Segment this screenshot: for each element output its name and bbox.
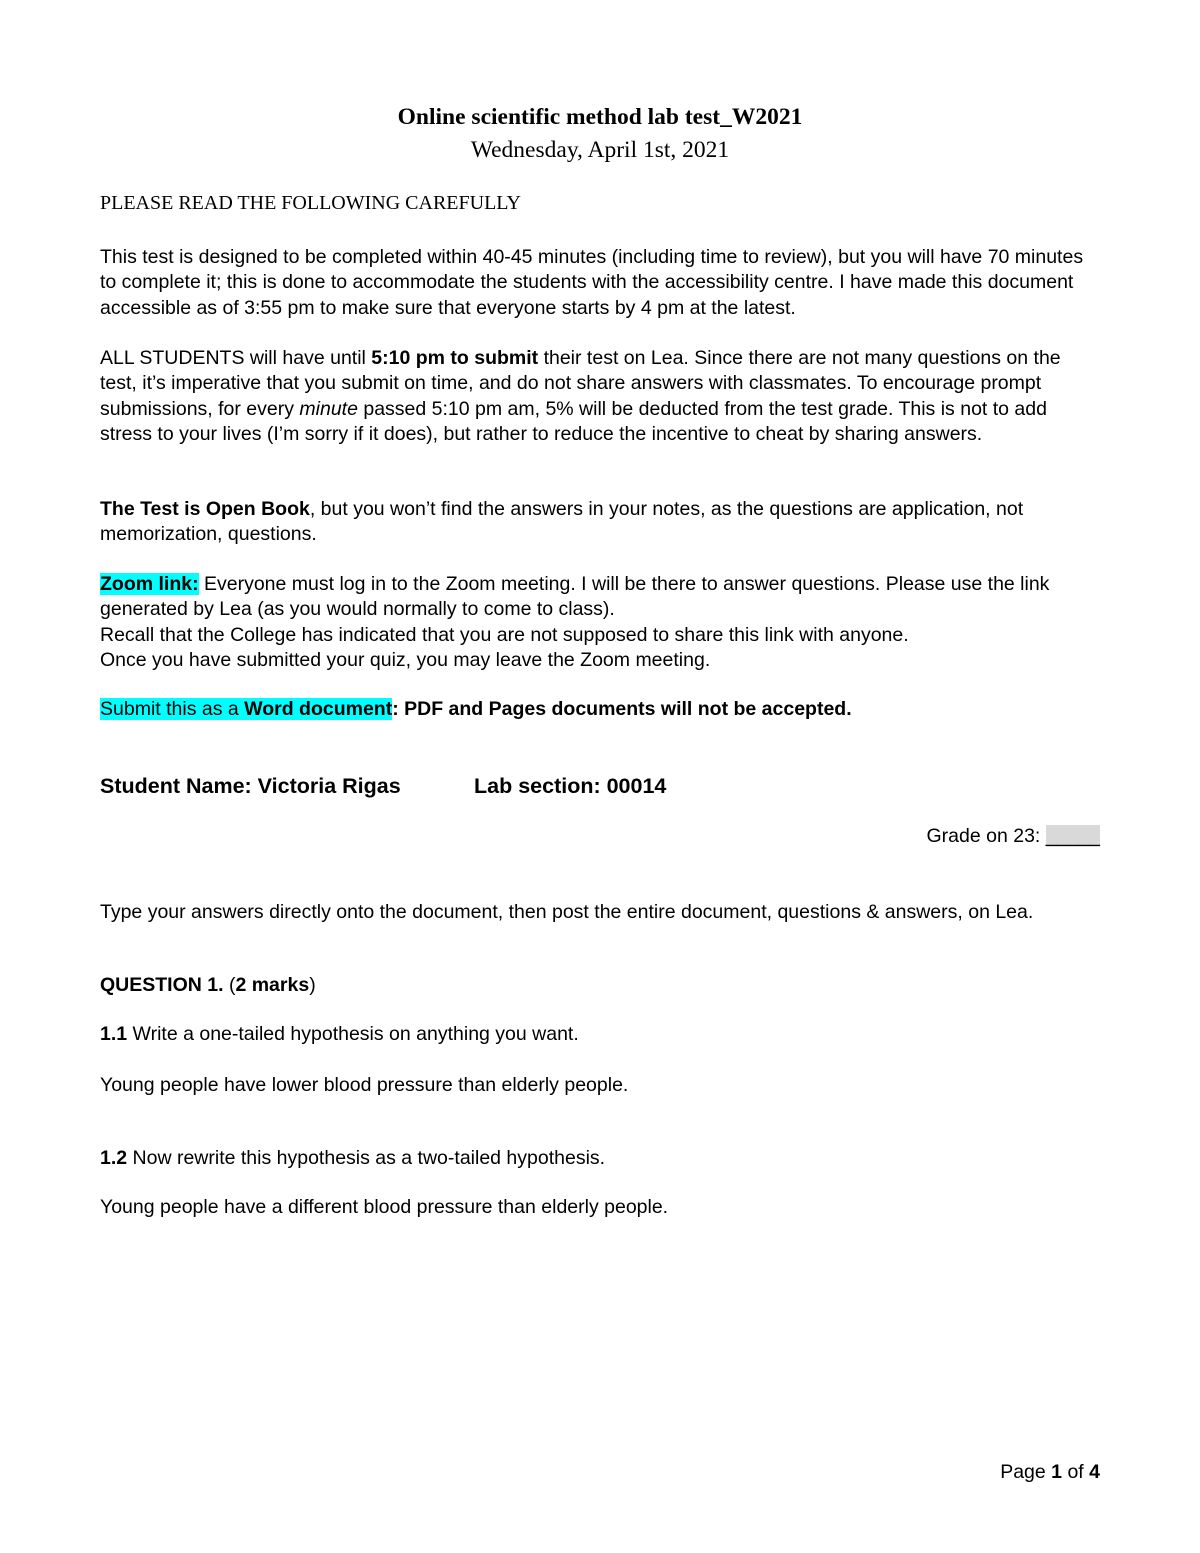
document-title: Online scientific method lab test_W2021 bbox=[397, 104, 803, 130]
zoom-share-note: Recall that the College has indicated that you are not supposed to share this link with anyone. bbox=[100, 623, 909, 646]
deadline-time: 5:10 pm to submit bbox=[371, 347, 539, 369]
submit-highlight bbox=[100, 698, 392, 720]
page-number: 1 bbox=[1051, 1461, 1063, 1483]
question-1-heading bbox=[100, 973, 1100, 998]
grade-blank-field[interactable]: _____ bbox=[1045, 825, 1100, 847]
of-word: of bbox=[1062, 1461, 1090, 1483]
student-name: Student Name: Victoria Rigas bbox=[100, 774, 401, 798]
word-document-label: Word document bbox=[244, 698, 393, 720]
zoom-paragraph bbox=[100, 572, 1100, 623]
open-book-text: , but you won’t find the answers in your notes, as the questions are application, not memorization, questions. bbox=[100, 498, 1024, 546]
open-book-label: The Test is Open Book bbox=[100, 498, 310, 520]
submission-format-note bbox=[100, 697, 1100, 722]
instructions-paragraph-timing: This test is designed to be completed within 40-45 minutes (including time to review), but you will have 70 minutes to complete it; this is done to accommodate the students with the accessibility centre. I have made this document accessible as of 3:55 pm to make sure that everyone starts by 4 pm at the latest. bbox=[100, 246, 1084, 319]
instructions-paragraph-deadline bbox=[100, 346, 1100, 447]
lab-section: Lab section: 00014 bbox=[474, 774, 667, 798]
question-1-2-prompt bbox=[100, 1146, 1100, 1171]
deadline-minute-word: minute bbox=[299, 397, 358, 420]
submit-text-end: : PDF and Pages documents will not be accepted. bbox=[392, 698, 852, 720]
grade-label: Grade on 23: bbox=[926, 825, 1046, 847]
question-1-2-text: Now rewrite this hypothesis as a two-tailed hypothesis. bbox=[127, 1147, 606, 1169]
instructions-heading: PLEASE READ THE FOLLOWING CAREFULLY bbox=[100, 192, 521, 214]
document-date: Wednesday, April 1st, 2021 bbox=[470, 137, 730, 163]
deadline-text-start: ALL STUDENTS will have until bbox=[100, 347, 372, 369]
question-1-marks: 2 marks bbox=[235, 974, 310, 996]
deadline-text-end: passed 5:10 pm am, 5% will be deducted from the test grade. This is not to add stress to your lives (I’m sorry if it does), but rather to reduce the incentive to cheat by sharing answers. bbox=[100, 397, 1047, 445]
question-1-paren-close: ) bbox=[309, 974, 316, 996]
question-1-1-number: 1.1 bbox=[100, 1023, 128, 1045]
page-footer bbox=[1000, 1461, 1100, 1484]
answer-directions: Type your answers directly onto the document, then post the entire document, questions & answers, on Lea. bbox=[100, 901, 1034, 923]
question-1-2-number: 1.2 bbox=[100, 1147, 128, 1169]
zoom-link-label[interactable]: Zoom link: bbox=[100, 573, 199, 595]
deadline-text-middle: their test on Lea. Since there are not many questions on the test, it’s imperative that you submit on time, and do not share answers with classmates. To encourage prompt submissions, for every bbox=[100, 347, 1061, 420]
instructions-paragraph-open-book bbox=[100, 497, 1100, 548]
page-total: 4 bbox=[1089, 1461, 1100, 1483]
grade-line bbox=[927, 825, 1100, 848]
question-1-label: QUESTION 1. bbox=[100, 974, 224, 996]
submit-text-start: Submit this as a bbox=[100, 698, 245, 720]
question-1-paren-open: ( bbox=[223, 974, 236, 996]
zoom-section bbox=[100, 572, 1100, 673]
question-1-1-prompt bbox=[100, 1022, 1100, 1047]
zoom-text: Everyone must log in to the Zoom meeting. I will be there to answer questions. Please use the link generated by Lea (as you would normally to come to class). bbox=[100, 573, 1050, 621]
question-1-1-answer[interactable]: Young people have lower blood pressure than elderly people. bbox=[100, 1074, 629, 1096]
page-word: Page bbox=[1000, 1461, 1052, 1483]
question-1-1-text: Write a one-tailed hypothesis on anything you want. bbox=[127, 1023, 579, 1045]
zoom-leave-note: Once you have submitted your quiz, you may leave the Zoom meeting. bbox=[100, 648, 711, 671]
question-1-2-answer[interactable]: Young people have a different blood pressure than elderly people. bbox=[100, 1196, 669, 1218]
